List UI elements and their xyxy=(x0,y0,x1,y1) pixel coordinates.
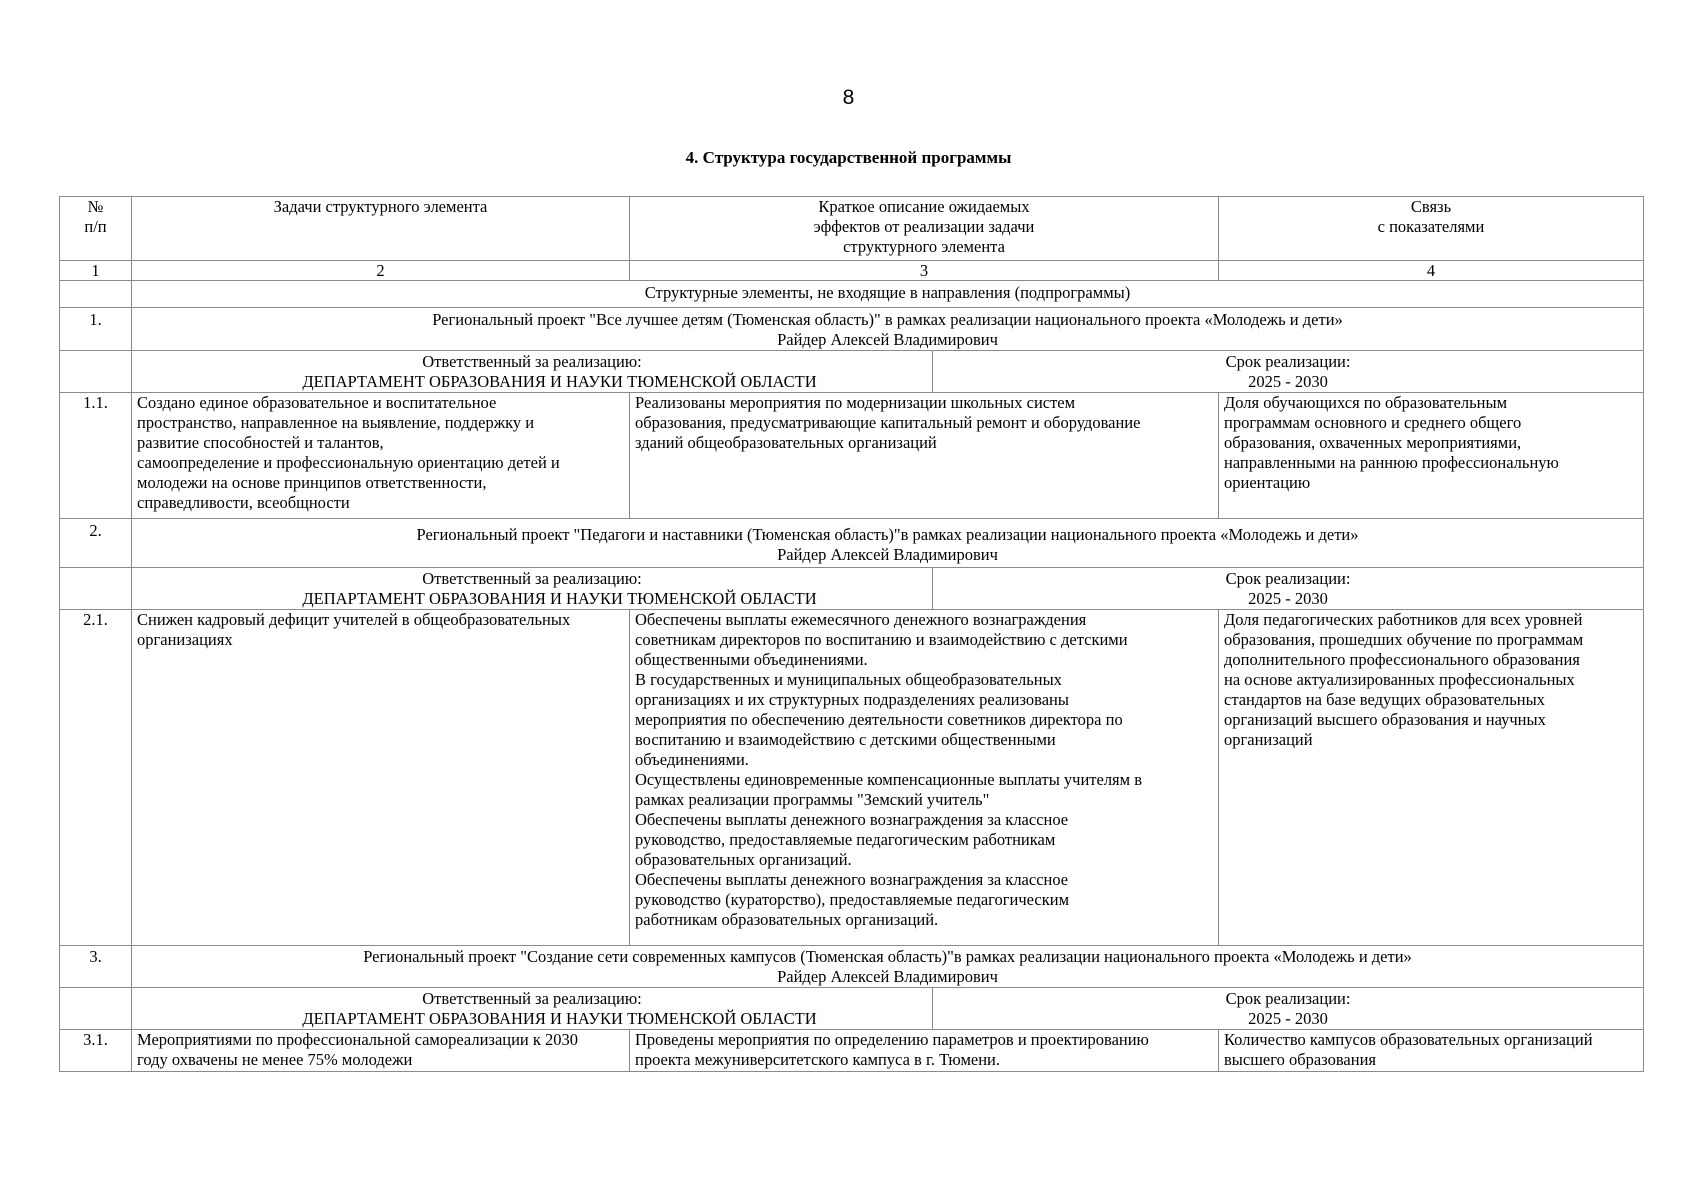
term-cell xyxy=(933,568,1644,610)
responsible-label: Ответственный за реализацию: xyxy=(422,352,642,371)
project-person: Райдер Алексей Владимирович xyxy=(777,330,998,349)
term-label: Срок реализации: xyxy=(1225,989,1351,1008)
task-description: Создано единое образовательное и воспитательное пространство, направленное на выявление, поддержку и развитие способностей и талантов, самоопределение и профессиональную ориентацию детей и молодежи на основе принципов ответственности, справедливости, всеобщности xyxy=(132,393,630,519)
project-title: Региональный проект "Все лучшее детям (Тюменская область)" в рамках реализации национального проекта «Молодежь и дети» xyxy=(432,310,1343,329)
task-effects: Проведены мероприятия по определению параметров и проектированию проекта межуниверситетского кампуса в г. Тюмени. xyxy=(630,1030,1219,1072)
project-person: Райдер Алексей Владимирович xyxy=(777,545,998,564)
page-number: 8 xyxy=(842,86,855,109)
term-value: 2025 - 2030 xyxy=(1248,372,1328,391)
section-heading-row xyxy=(60,281,1644,308)
responsible-row xyxy=(60,351,1644,393)
term-label: Срок реализации: xyxy=(1225,352,1351,371)
task-indicators: Доля обучающихся по образовательным программам основного и среднего общего образования, охваченных мероприятиями, направленными на раннюю профессиональную ориентацию xyxy=(1219,393,1644,519)
column-numbers-row xyxy=(60,261,1644,281)
task-effects: Реализованы мероприятия по модернизации школьных систем образования, предусматривающие капитальный ремонт и оборудование зданий общеобразовательных организаций xyxy=(630,393,1219,519)
task-effects: Обеспечены выплаты ежемесячного денежного вознаграждения советникам директоров по воспитанию и взаимодействию с детскими общественными объединениями. В государственных и муниципальных общеобразовательных организациях и их структурных подразделениях реализованы мероприятия по обеспечению деятельности советников директора по воспитанию и взаимодействию с детскими общественными объединениями. Осуществлены единовременные компенсационные выплаты учителям в рамках реализации программы "Земский учитель" Обеспечены выплаты денежного вознаграждения за классное руководство, предоставляемые педагогическим работникам образовательных организаций. Обеспечены выплаты денежного вознаграждения за классное руководство (кураторство), предоставляемые педагогическим работникам образовательных организаций. xyxy=(630,610,1219,946)
project-title-cell xyxy=(132,519,1644,568)
project-number: 3. xyxy=(60,946,132,988)
project-number: 1. xyxy=(60,308,132,351)
task-indicators: Количество кампусов образовательных организаций высшего образования xyxy=(1219,1030,1644,1072)
project-title: Региональный проект "Педагоги и наставники (Тюменская область)"в рамках реализации национального проекта «Молодежь и дети» xyxy=(416,525,1359,544)
task-row xyxy=(60,1030,1644,1072)
responsible-row xyxy=(60,568,1644,610)
empty-cell xyxy=(60,988,132,1030)
column-number: 2 xyxy=(132,261,630,281)
program-structure-table xyxy=(59,196,1644,1072)
project-row xyxy=(60,946,1644,988)
document-title: 4. Структура государственной программы xyxy=(685,148,1012,167)
project-title-cell xyxy=(132,946,1644,988)
responsible-label: Ответственный за реализацию: xyxy=(422,989,642,1008)
column-number: 3 xyxy=(630,261,1219,281)
project-row xyxy=(60,519,1644,568)
header-number: № п/п xyxy=(60,197,132,261)
responsible-cell xyxy=(132,988,933,1030)
term-cell xyxy=(933,351,1644,393)
term-value: 2025 - 2030 xyxy=(1248,589,1328,608)
responsible-cell xyxy=(132,351,933,393)
task-description: Мероприятиями по профессиональной самореализации к 2030 году охвачены не менее 75% молодежи xyxy=(132,1030,630,1072)
project-person: Райдер Алексей Владимирович xyxy=(777,967,998,986)
task-number: 1.1. xyxy=(60,393,132,519)
header-tasks: Задачи структурного элемента xyxy=(132,197,630,261)
project-title: Региональный проект "Создание сети современных кампусов (Тюменская область)"в рамках реализации национального проекта «Молодежь и дети» xyxy=(363,947,1412,966)
empty-cell xyxy=(60,281,132,308)
header-indicators: Связь с показателями xyxy=(1219,197,1644,261)
section-heading: Структурные элементы, не входящие в направления (подпрограммы) xyxy=(132,281,1644,308)
empty-cell xyxy=(60,351,132,393)
task-number: 3.1. xyxy=(60,1030,132,1072)
task-number: 2.1. xyxy=(60,610,132,946)
project-row xyxy=(60,308,1644,351)
header-row xyxy=(60,197,1644,261)
responsible-row xyxy=(60,988,1644,1030)
responsible-org: ДЕПАРТАМЕНТ ОБРАЗОВАНИЯ И НАУКИ ТЮМЕНСКОЙ ОБЛАСТИ xyxy=(302,589,817,608)
responsible-org: ДЕПАРТАМЕНТ ОБРАЗОВАНИЯ И НАУКИ ТЮМЕНСКОЙ ОБЛАСТИ xyxy=(302,372,817,391)
task-description: Снижен кадровый дефицит учителей в общеобразовательных организациях xyxy=(132,610,630,946)
term-cell xyxy=(933,988,1644,1030)
responsible-cell xyxy=(132,568,933,610)
column-number: 4 xyxy=(1219,261,1644,281)
project-title-cell xyxy=(132,308,1644,351)
header-effects: Краткое описание ожидаемых эффектов от реализации задачи структурного элемента xyxy=(630,197,1219,261)
task-indicators: Доля педагогических работников для всех уровней образования, прошедших обучение по программам дополнительного профессионального образования на основе актуализированных профессиональных стандартов на базе ведущих образовательных организаций высшего образования и научных организаций xyxy=(1219,610,1644,946)
responsible-label: Ответственный за реализацию: xyxy=(422,569,642,588)
term-label: Срок реализации: xyxy=(1225,569,1351,588)
term-value: 2025 - 2030 xyxy=(1248,1009,1328,1028)
empty-cell xyxy=(60,568,132,610)
project-number: 2. xyxy=(60,519,132,568)
column-number: 1 xyxy=(60,261,132,281)
responsible-org: ДЕПАРТАМЕНТ ОБРАЗОВАНИЯ И НАУКИ ТЮМЕНСКОЙ ОБЛАСТИ xyxy=(302,1009,817,1028)
task-row xyxy=(60,610,1644,946)
task-row xyxy=(60,393,1644,519)
